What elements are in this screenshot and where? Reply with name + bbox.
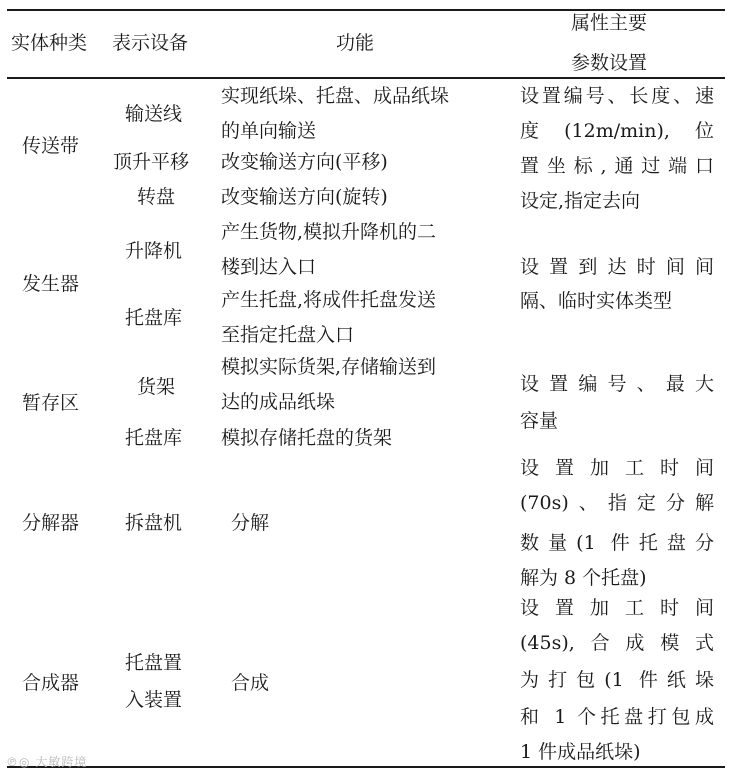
watermark-logo-icon: ℗◎	[6, 755, 31, 769]
function-line: 楼到达入口	[221, 256, 317, 278]
header-entity-type: 实体种类	[11, 32, 88, 54]
device-cell: 顶升平移	[113, 151, 190, 173]
attribute-line: 设置编号、最大	[520, 373, 714, 395]
function-line: 实现纸垛、托盘、成品纸垛	[221, 85, 450, 107]
device-cell: 拆盘机	[125, 512, 183, 534]
function-line: 改变输送方向(旋转)	[221, 186, 388, 208]
function-line: 达的成品纸垛	[221, 391, 336, 413]
device-cell: 入装置	[125, 689, 183, 711]
attribute-line: 解为 8 个托盘)	[520, 567, 647, 589]
device-cell: 货架	[137, 376, 176, 398]
header-attr-line2: 参数设置	[571, 52, 648, 74]
attribute-line: (45s),合成模式	[520, 632, 714, 654]
attribute-line: 设定,指定去向	[520, 190, 641, 212]
entity-type-cell: 合成器	[22, 672, 80, 694]
attribute-line: 容量	[520, 410, 559, 432]
function-line: 模拟实际货架,存储输送到	[221, 356, 437, 378]
entity-type-cell: 传送带	[22, 135, 80, 157]
bottom-rule	[7, 766, 725, 768]
attribute-line: 数量(1 件托盘分	[520, 532, 714, 554]
attribute-line: 置坐标,通过端口	[520, 155, 714, 177]
attribute-line: (70s)、指定分解	[520, 492, 714, 514]
attribute-line: 和 1 个托盘打包成	[520, 706, 714, 728]
header-function: 功能	[336, 32, 375, 54]
attribute-line: 隔、临时实体类型	[520, 290, 673, 312]
top-rule	[7, 9, 725, 11]
device-cell: 托盘库	[125, 427, 183, 449]
function-line: 的单向输送	[221, 120, 317, 142]
function-line: 改变输送方向(平移)	[221, 151, 388, 173]
function-line: 至指定托盘入口	[221, 324, 355, 346]
device-cell: 托盘置	[125, 652, 183, 674]
attribute-line: 设置到达时间间	[520, 256, 714, 278]
attribute-line: 设置加工时间	[520, 457, 714, 479]
attribute-line: 度(12m/min),位	[520, 120, 714, 142]
device-cell: 转盘	[137, 186, 176, 208]
entity-type-cell: 分解器	[22, 512, 80, 534]
function-line: 合成	[231, 672, 270, 694]
header-attr-line1: 属性主要	[571, 12, 648, 34]
entity-type-cell: 暂存区	[22, 392, 80, 414]
watermark-text: 大敏跨境	[35, 755, 88, 769]
device-cell: 输送线	[125, 103, 183, 125]
device-cell: 托盘库	[125, 307, 183, 329]
watermark	[6, 753, 87, 770]
function-line: 分解	[231, 512, 270, 534]
device-cell: 升降机	[125, 240, 183, 262]
attribute-line: 为打包(1 件纸垛	[520, 669, 714, 691]
header-rule	[7, 77, 725, 79]
function-line: 产生货物,模拟升降机的二	[221, 221, 437, 243]
header-display-device: 表示设备	[112, 32, 189, 54]
attribute-line: 设置加工时间	[520, 597, 714, 619]
entity-type-cell: 发生器	[22, 273, 80, 295]
function-line: 产生托盘,将成件托盘发送	[221, 289, 437, 311]
attribute-line: 设置编号、长度、速	[520, 85, 714, 107]
attribute-line: 1 件成品纸垛)	[520, 741, 641, 763]
function-line: 模拟存储托盘的货架	[221, 427, 393, 449]
